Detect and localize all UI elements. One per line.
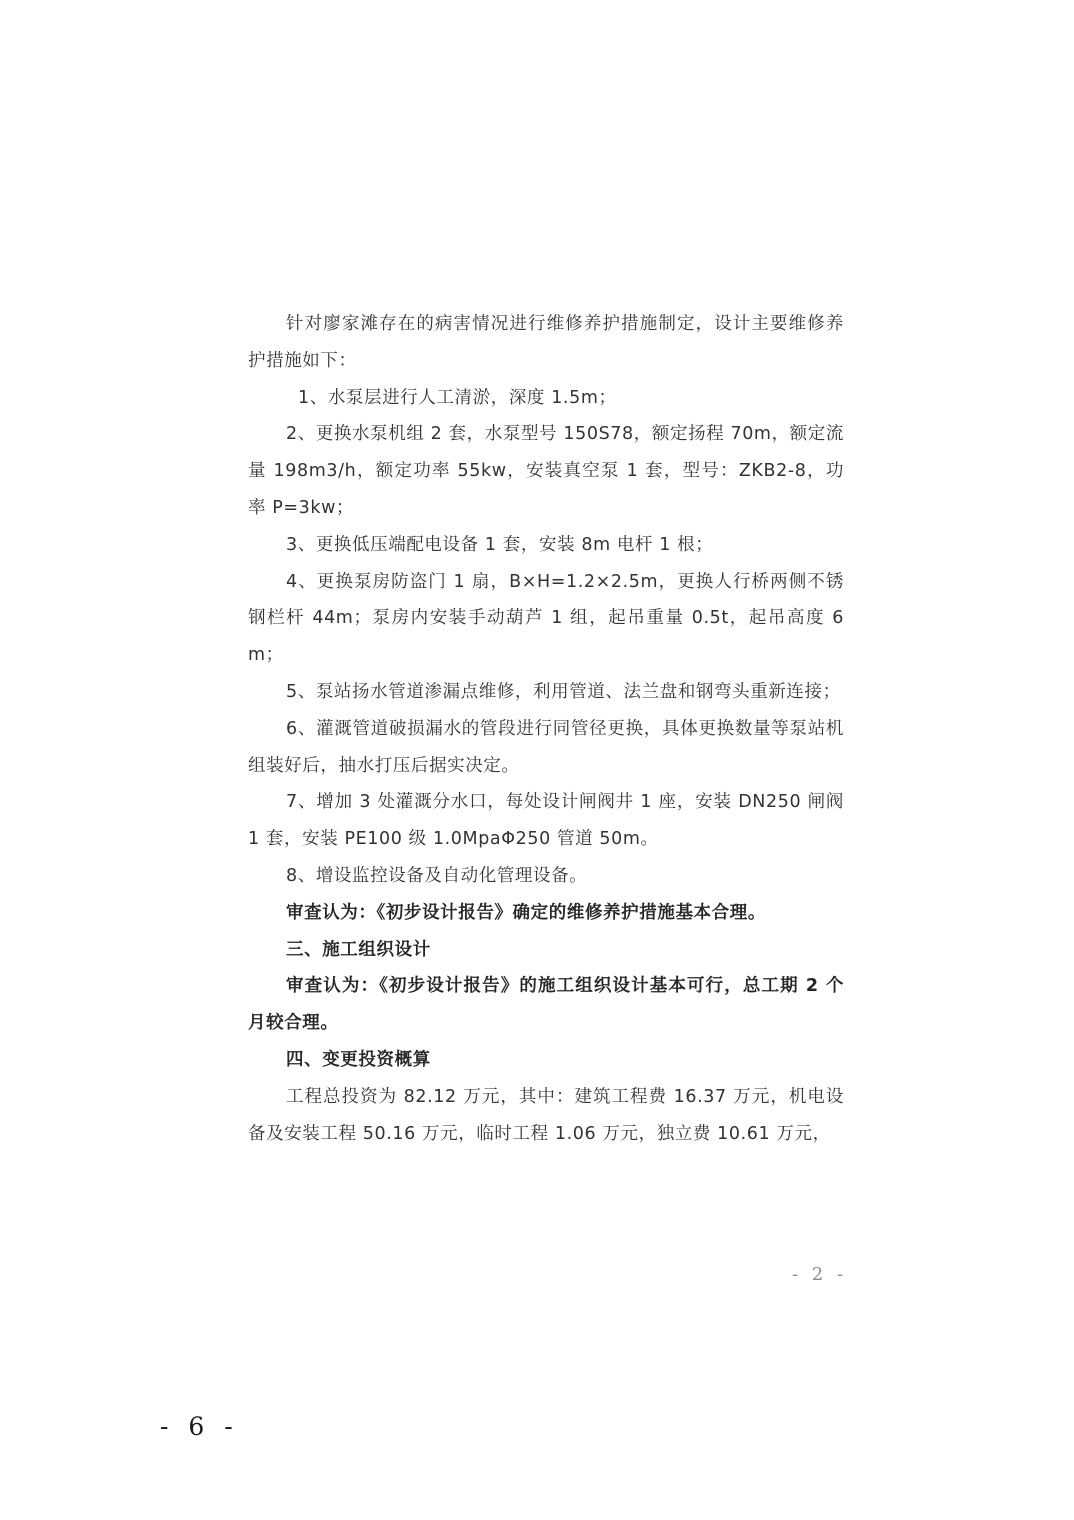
measure-item-3: 3、更换低压端配电设备 1 套，安装 8m 电杆 1 根；	[286, 534, 714, 555]
measure-item-6: 6、灌溉管道破损漏水的管段进行同管径更换，具体更换数量等泵站机组装好后，抽水打压后据实决定。	[248, 718, 844, 776]
outer-page-number: - 6 -	[160, 1412, 239, 1441]
measure-item-5: 5、泵站扬水管道渗漏点维修，利用管道、法兰盘和钢弯头重新连接；	[286, 681, 841, 702]
measure-item-8: 8、增设监控设备及自动化管理设备。	[286, 865, 588, 886]
measure-item-7: 7、增加 3 处灌溉分水口，每处设计闸阀井 1 座，安装 DN250 闸阀 1 套，安装 PE100 级 1.0MpaΦ250 管道 50m。	[248, 792, 844, 850]
measure-item-2: 2、更换水泵机组 2 套，水泵型号 150S78，额定扬程 70m，额定流量 198m3/h，额定功率 55kw，安装真空泵 1 套，型号：ZKB2-8，功率 P=3kw；	[248, 424, 844, 518]
measure-item-4: 4、更换泵房防盗门 1 扇，B×H=1.2×2.5m，更换人行桥两侧不锈钢栏杆 44m；泵房内安装手动葫芦 1 组，起吊重量 0.5t，起吊高度 6m；	[248, 571, 844, 666]
section-heading-investment: 四、变更投资概算	[286, 1049, 431, 1070]
investment-paragraph: 工程总投资为 82.12 万元，其中：建筑工程费 16.37 万元，机电设备及安装工程 50.16 万元，临时工程 1.06 万元，独立费 10.61 万元，	[248, 1086, 844, 1144]
section-heading-construction: 三、施工组织设计	[286, 939, 431, 960]
document-body	[248, 306, 844, 1152]
measure-item-1: 1、水泵层进行人工清淤，深度 1.5m；	[298, 387, 617, 408]
intro-paragraph: 针对廖家滩存在的病害情况进行维修养护措施制定，设计主要维修养护措施如下：	[248, 314, 844, 371]
review-conclusion-measures: 审查认为：《初步设计报告》确定的维修养护措施基本合理。	[286, 902, 766, 923]
inner-page-number: - 2 -	[792, 1264, 848, 1285]
review-conclusion-construction: 审查认为：《初步设计报告》的施工组织设计基本可行，总工期 2 个月较合理。	[248, 976, 844, 1034]
